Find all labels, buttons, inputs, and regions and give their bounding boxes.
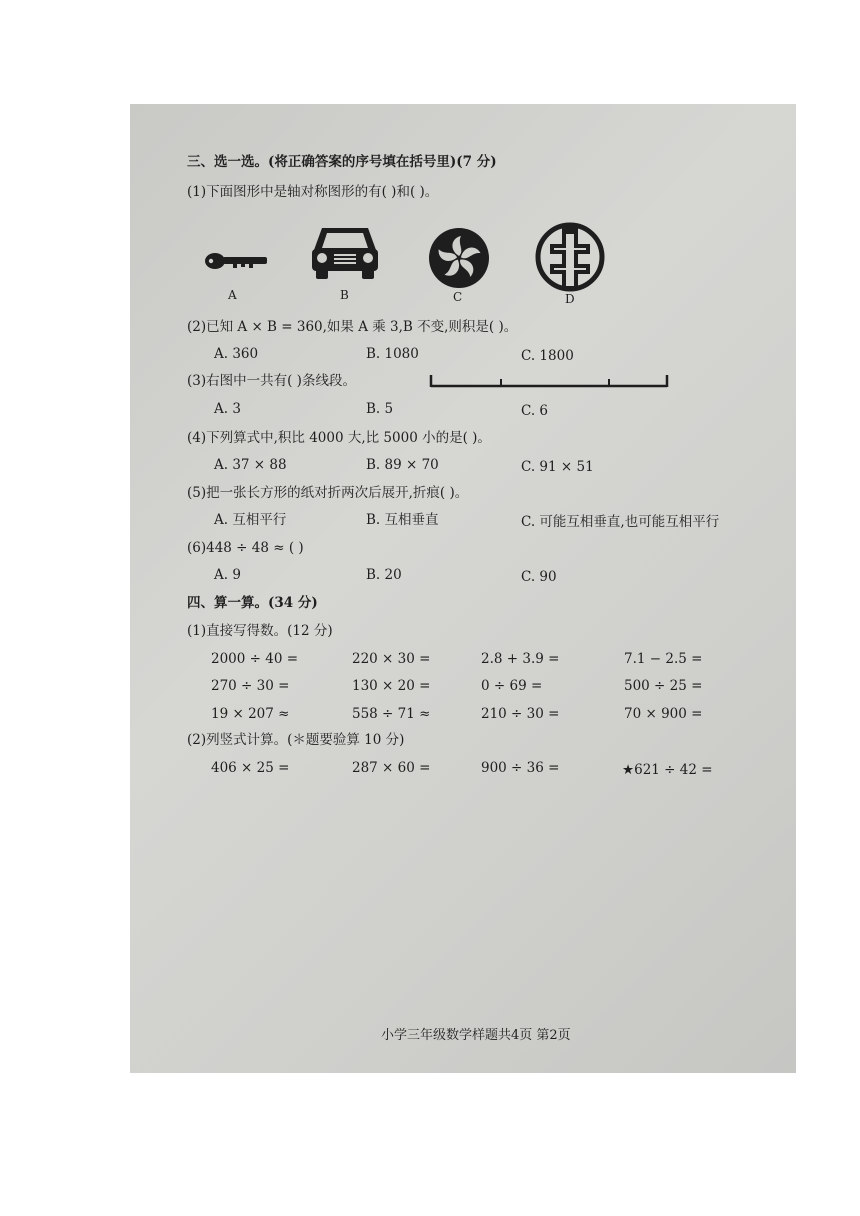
q2-option-c: C. 1800	[521, 348, 574, 364]
q6-option-b: B. 20	[366, 567, 402, 583]
calc-item: 220 × 30 =	[352, 651, 431, 667]
section4-title: 四、算一算。(34 分)	[187, 595, 318, 611]
car-icon	[310, 224, 380, 282]
calc-item: 558 ÷ 71 ≈	[352, 706, 431, 722]
calc-item: 270 ÷ 30 =	[211, 678, 290, 694]
q6-text: (6)448 ÷ 48 ≈ ( )	[187, 540, 304, 556]
calc-item: 900 ÷ 36 =	[481, 760, 560, 776]
bank-logo-icon	[530, 220, 610, 292]
calc-item: 2000 ÷ 40 =	[211, 651, 299, 667]
calc-item: ★621 ÷ 42 =	[622, 762, 713, 778]
q3-option-b: B. 5	[366, 401, 394, 417]
q2-text: (2)已知 A × B = 360,如果 A 乘 3,B 不变,则积是( )。	[187, 319, 518, 335]
q3-option-a: A. 3	[214, 401, 241, 417]
q6-option-a: A. 9	[214, 567, 241, 583]
figure-label-d: D	[565, 292, 575, 306]
q4-option-a: A. 37 × 88	[214, 457, 287, 473]
q5-text: (5)把一张长方形的纸对折两次后展开,折痕( )。	[187, 485, 469, 501]
q5-option-a: A. 互相平行	[214, 512, 287, 528]
q4-text: (4)下列算式中,积比 4000 大,比 5000 小的是( )。	[187, 430, 491, 446]
q3-option-c: C. 6	[521, 403, 549, 419]
calc-item: 7.1 − 2.5 =	[624, 651, 703, 667]
calc-item: 500 ÷ 25 =	[624, 678, 703, 694]
q2-option-b: B. 1080	[366, 346, 419, 362]
bauhinia-flower-icon	[428, 227, 490, 289]
key-icon	[203, 246, 271, 276]
p1-title: (1)直接写得数。(12 分)	[187, 623, 333, 639]
p2-title: (2)列竖式计算。(＊题要验算 10 分)	[187, 732, 405, 748]
page-footer: 小学三年级数学样题共4页 第2页	[381, 1028, 571, 1043]
line-segment-figure	[428, 370, 672, 392]
q2-option-a: A. 360	[214, 346, 259, 362]
figure-label-c: C	[453, 290, 463, 304]
section3-title: 三、选一选。(将正确答案的序号填在括号里)(7 分)	[187, 154, 497, 170]
calc-item: 287 × 60 =	[352, 760, 431, 776]
calc-item: 19 × 207 ≈	[211, 706, 290, 722]
calc-item: 406 × 25 =	[211, 760, 290, 776]
figure-label-a: A	[228, 288, 237, 302]
q6-option-c: C. 90	[521, 569, 557, 585]
figure-label-b: B	[340, 288, 349, 302]
q3-text: (3)右图中一共有( )条线段。	[187, 373, 356, 389]
q5-option-b: B. 互相垂直	[366, 512, 439, 528]
q4-option-b: B. 89 × 70	[366, 457, 439, 473]
q5-option-c: C. 可能互相垂直,也可能互相平行	[521, 514, 720, 530]
q4-option-c: C. 91 × 51	[521, 459, 594, 475]
calc-item: 210 ÷ 30 =	[481, 706, 560, 722]
calc-item: 130 × 20 =	[352, 678, 431, 694]
calc-item: 0 ÷ 69 =	[481, 678, 543, 694]
q1-text: (1)下面图形中是轴对称图形的有( )和( )。	[187, 184, 439, 200]
calc-item: 70 × 900 =	[624, 706, 703, 722]
calc-item: 2.8 + 3.9 =	[481, 651, 560, 667]
